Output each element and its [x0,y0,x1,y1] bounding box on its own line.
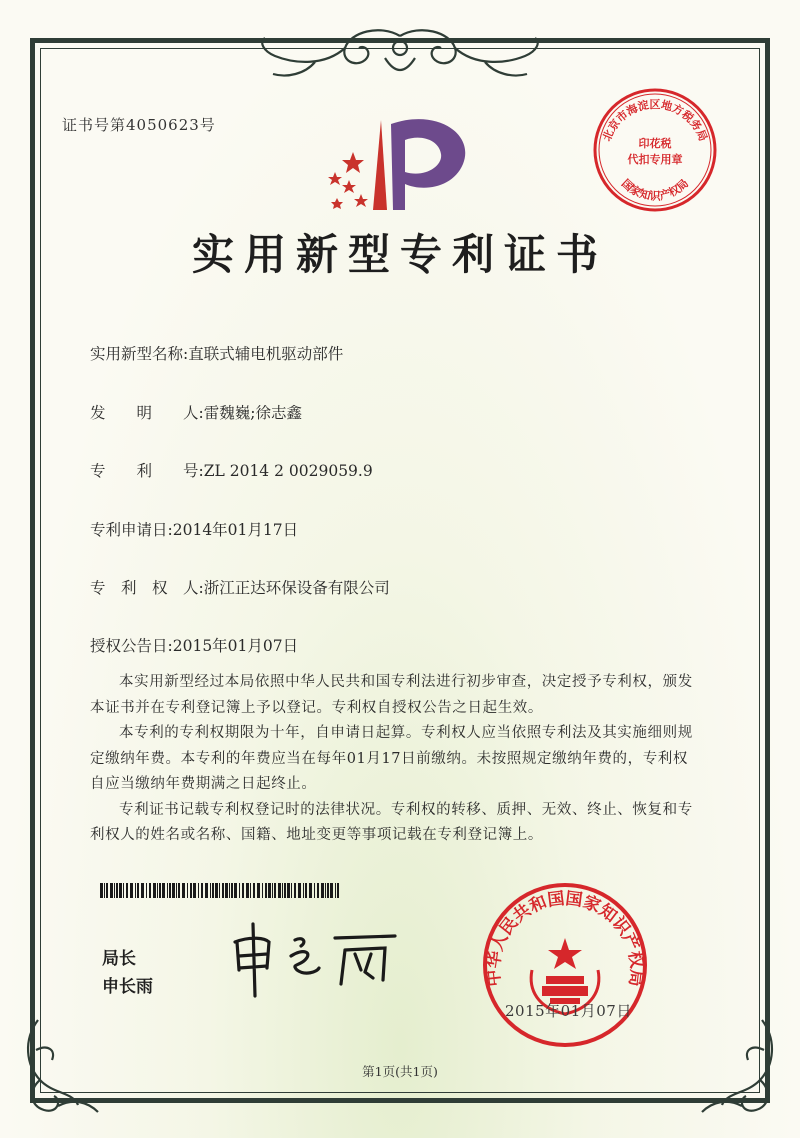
page-indicator: 第1页(共1页) [362,1064,438,1079]
field-patentee [90,576,390,598]
svg-text:国家知识产权局: 国家知识产权局 [618,176,692,203]
field-label: 专利申请日: [90,521,173,539]
field-value: 直联式辅电机驱动部件 [188,345,344,363]
signatory-title: 局长 [102,949,136,969]
field-inventor [90,401,302,423]
top-ornament-icon [255,26,545,86]
certificate-number: 证书号第4050623号 [62,116,216,134]
seal-date: 2015年01月07日 [505,1002,632,1020]
official-seal-stamp-icon [480,880,650,1050]
field-utility-model-name [90,342,343,364]
field-label: 专 利 权 人: [90,579,204,597]
field-application-date [90,518,298,540]
field-label: 发 明 人: [90,404,204,422]
field-label: 授权公告日: [90,637,173,655]
barcode-icon [100,883,340,898]
field-grant-date [90,634,298,656]
field-value: ZL 2014 2 0029059.9 [203,462,373,480]
tax-seal-stamp-icon [590,85,720,215]
body-paragraph: 本专利的专利权期限为十年，自申请日起算。专利权人应当依照专利法及其实施细则规定缴纳年费。本专利的年费应当在每年01月17日前缴纳。未按照规定缴纳年费的，专利权自应当缴纳年费期满之日起终止。 [90,725,693,792]
field-value: 雷魏巍;徐志鑫 [203,404,302,422]
handwritten-signature-icon [225,920,405,1000]
patent-office-logo-icon [325,110,475,222]
svg-text:代扣专用章: 代扣专用章 [627,153,683,166]
field-value: 2015年01月07日 [172,637,299,655]
certificate-body [90,670,700,849]
body-paragraph: 专利证书记载专利权登记时的法律状况。专利权的转移、质押、无效、终止、恢复和专利权人的姓名或名称、国籍、地址变更等事项记载在专利登记簿上。 [90,801,693,843]
field-label: 实用新型名称: [90,345,189,363]
field-patent-number [90,459,373,481]
svg-text:北京市海淀区地方税务局: 北京市海淀区地方税务局 [600,98,710,144]
svg-text:印花税: 印花税 [638,137,672,150]
field-value: 浙江正达环保设备有限公司 [203,579,390,597]
certificate-title: 实用新型专利证书 [191,230,608,279]
svg-text:中华人民共和国国家知识产权局: 中华人民共和国国家知识产权局 [483,888,647,988]
field-value: 2014年01月17日 [172,521,299,539]
field-label: 专 利 号: [90,462,204,480]
body-paragraph: 本实用新型经过本局依照中华人民共和国专利法进行初步审查，决定授予专利权，颁发本证书并在专利登记簿上予以登记。专利权自授权公告之日起生效。 [90,674,693,716]
signatory-name: 申长雨 [102,977,153,997]
